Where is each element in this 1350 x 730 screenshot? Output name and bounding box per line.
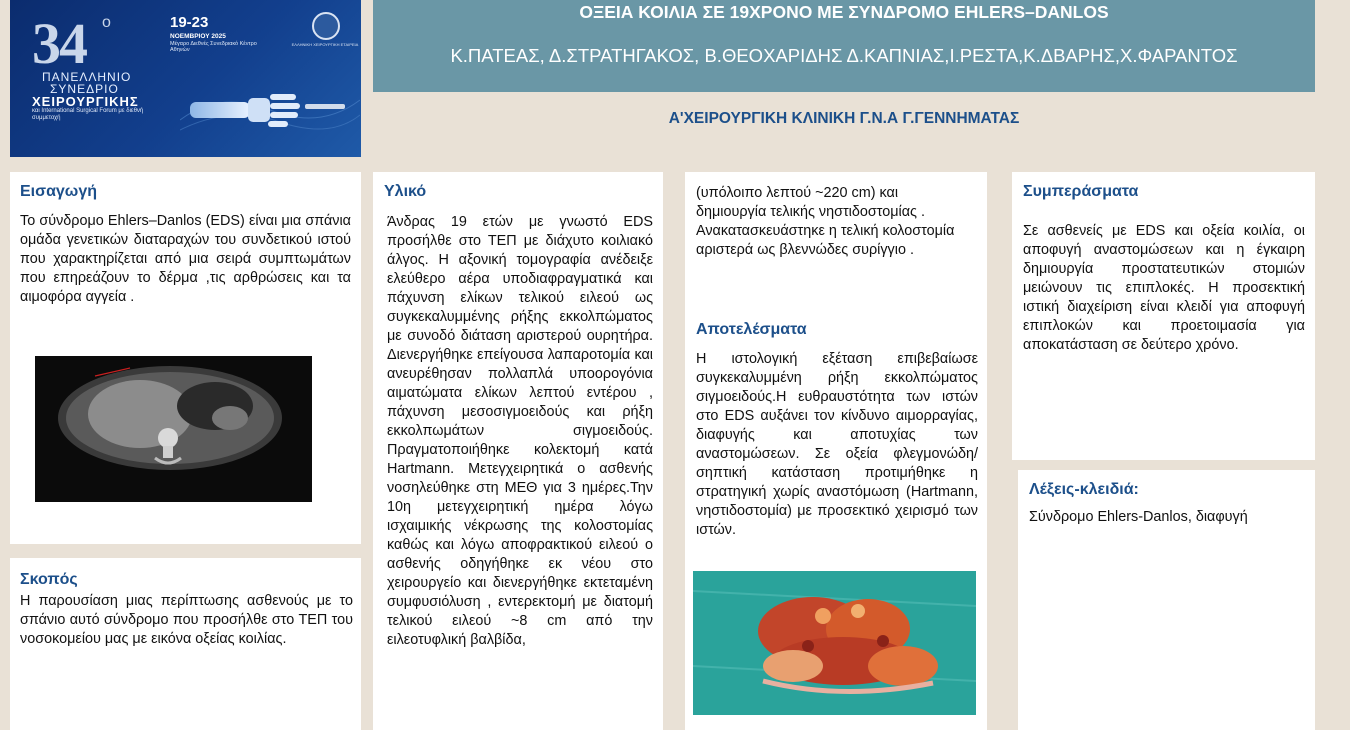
ct-scan-image xyxy=(35,356,312,502)
logo-line3: ΧΕΙΡΟΥΡΓΙΚΗΣ xyxy=(32,94,139,109)
logo-month: ΝΟΕΜΒΡΙΟΥ 2025 xyxy=(170,33,226,40)
logo-line2: ΣΥΝΕΔΡΙΟ xyxy=(50,82,119,96)
robot-hand-icon xyxy=(180,70,360,150)
surgical-specimen-graphic xyxy=(693,571,976,715)
clinic-name: Α'ΧΕΙΡΟΥΡΓΙΚΗ ΚΛΙΝΙΚΗ Γ.Ν.Α Γ.ΓΕΝΝΗΜΑΤΑΣ xyxy=(668,110,1020,127)
intro-heading: Εισαγωγή xyxy=(20,183,97,200)
logo-seal-caption: ΕΛΛΗΝΙΚΗ ΧΕΙΡΟΥΡΓΙΚΗ ΕΤΑΙΡΕΙΑ xyxy=(291,42,359,47)
logo-dates: 19-23 xyxy=(170,14,209,31)
material-heading: Υλικό xyxy=(384,183,427,200)
logo-number: 34 xyxy=(32,11,86,76)
logo-ordinal: ο xyxy=(102,14,111,31)
title-banner xyxy=(373,0,1315,92)
conference-logo xyxy=(10,0,361,157)
ct-scan-graphic xyxy=(35,356,312,502)
surgical-specimen-image xyxy=(693,571,976,715)
results-text: Η ιστολογική εξέταση επιβεβαίωσε συγκεκαλυμμένη ρήξη εκκολπώματος σιγμοειδούς.Η ευθραυστότητα των ιστών στο EDS αυξάνει τον κίνδυνο αιμορραγίας, διαφυγής και αποτυχίας των αναστομώσεων. Σε οξεία φλεγμονώδη/σηπτική κατάσταση προτιμήθηκε η στρατηγική χωρίς αναστόμωση (Hartmann, νηστιδοστομία) με προσεκτικό χειρισμό των ιστών. xyxy=(696,351,978,538)
aim-text: Η παρουσίαση μιας περίπτωσης ασθενούς με το σπάνιο αυτό σύνδρομο που προσήλθε στο ΤΕΠ του νοσοκομείου μας με εικόνα οξείας κοιλίας. xyxy=(20,593,353,647)
authors: Κ.ΠΑΤΕΑΣ, Δ.ΣΤΡΑΤΗΓΑΚΟΣ, Β.ΘΕΟΧΑΡΙΔΗΣ Δ.ΚΑΠΝΙΑΣ,Ι.ΡΕΣΤΑ,Κ.ΔΒΑΡΗΣ,Χ.ΦΑΡΑΝΤΟΣ xyxy=(450,45,1238,66)
poster-title: ΟΞΕΙΑ ΚΟΙΛΙΑ ΣΕ 19ΧΡΟΝΟ ΜΕ ΣΥΝΔΡΟΜΟ EHLERS–DANLOS xyxy=(579,2,1109,22)
continued-text: (υπόλοιπο λεπτού ~220 cm) και δημιουργία τελικής νηστιδοστομίας . Ανακατασκευάστηκε η τελική κολοστομία αριστερά ως βλεννώδες συρίγγιο . xyxy=(696,185,955,258)
conclusions-text: Σε ασθενείς με EDS και οξεία κοιλία, οι αποφυγή αναστομώσεων και η έγκαιρη δημιουργία προστατευτικών στομιών μειώνουν τις επιπλοκές. Η προσεκτική ιστική διαχείριση είναι κλειδί για αποφυγή επιπλοκών και προετοιμασία για αποκατάσταση σε δεύτερο χρόνο. xyxy=(1023,223,1305,353)
society-seal-icon xyxy=(312,12,340,40)
aim-heading: Σκοπός xyxy=(20,571,78,588)
conclusions-heading: Συμπεράσματα xyxy=(1023,183,1139,200)
logo-venue: Μέγαρο Διεθνές Συνεδριακό Κέντρο Αθηνών xyxy=(170,41,257,53)
results-heading: Αποτελέσματα xyxy=(696,321,807,338)
keywords-heading: Λέξεις-κλειδιά: xyxy=(1029,481,1139,498)
logo-line4: και International Surgical Forum με διεθνή συμμετοχή xyxy=(32,108,144,121)
keywords-text: Σύνδρομο Ehlers-Danlos, διαφυγή xyxy=(1029,509,1248,525)
logo-line1: ΠΑΝΕΛΛΗΝΙΟ xyxy=(42,70,132,84)
intro-text: Το σύνδρομο Ehlers–Danlos (EDS) είναι μια σπάνια ομάδα γενετικών διαταραχών του συνδετικού ιστού που χαρακτηρίζεται από μια σειρά συμπτωμάτων που επηρεάζουν το δέρμα ,τις αρθρώσεις και τα αιμοφόρα αγγεία . xyxy=(20,213,351,305)
material-text: Άνδρας 19 ετών με γνωστό EDS προσήλθε στο ΤΕΠ με διάχυτο κοιλιακό άλγος. Η αξονική τομογραφία ανέδειξε ελεύθερο αέρα υποδιαφραγματικά και πάχυνση ελίκων τελικού ειλεού ως συγκεκαλυμμένης ρήξης εκκολπώματος με συνοδό διάταση αριστερού ουρητήρα. Διενεργήθηκε επείγουσα λαπαροτομία και ανευρέθησαν πολλαπλά υποορογόνια αιματώματα ελίκων λεπτού εντέρου , πάχυνση μεσοσιγμοειδούς και ρήξη εκκολπωμάτων σιγμοειδούς. Πραγματοποιήθηκε κολεκτομή κατά Hartmann. Μετεγχειρητικά ο ασθενής νοσηλεύθηκε στη ΜΕΘ για 3 ημέρες.Την 10η μετεγχειρητική ημέρα λόγω ισχαιμικής νέκρωσης της κολοστομίας καθώς και λόγω αποφρακτικού ειλεού ο ασθενής οδηγήθηκε εκ νέου στο χειρουργείο και διενεργήθηκε εκτεταμένη συμφυσιόλυση , εντερεκτομή με διατομή τελικού ειλεού ~8 cm από την ειλεοτυφλική βαλβίδα, xyxy=(387,214,653,648)
